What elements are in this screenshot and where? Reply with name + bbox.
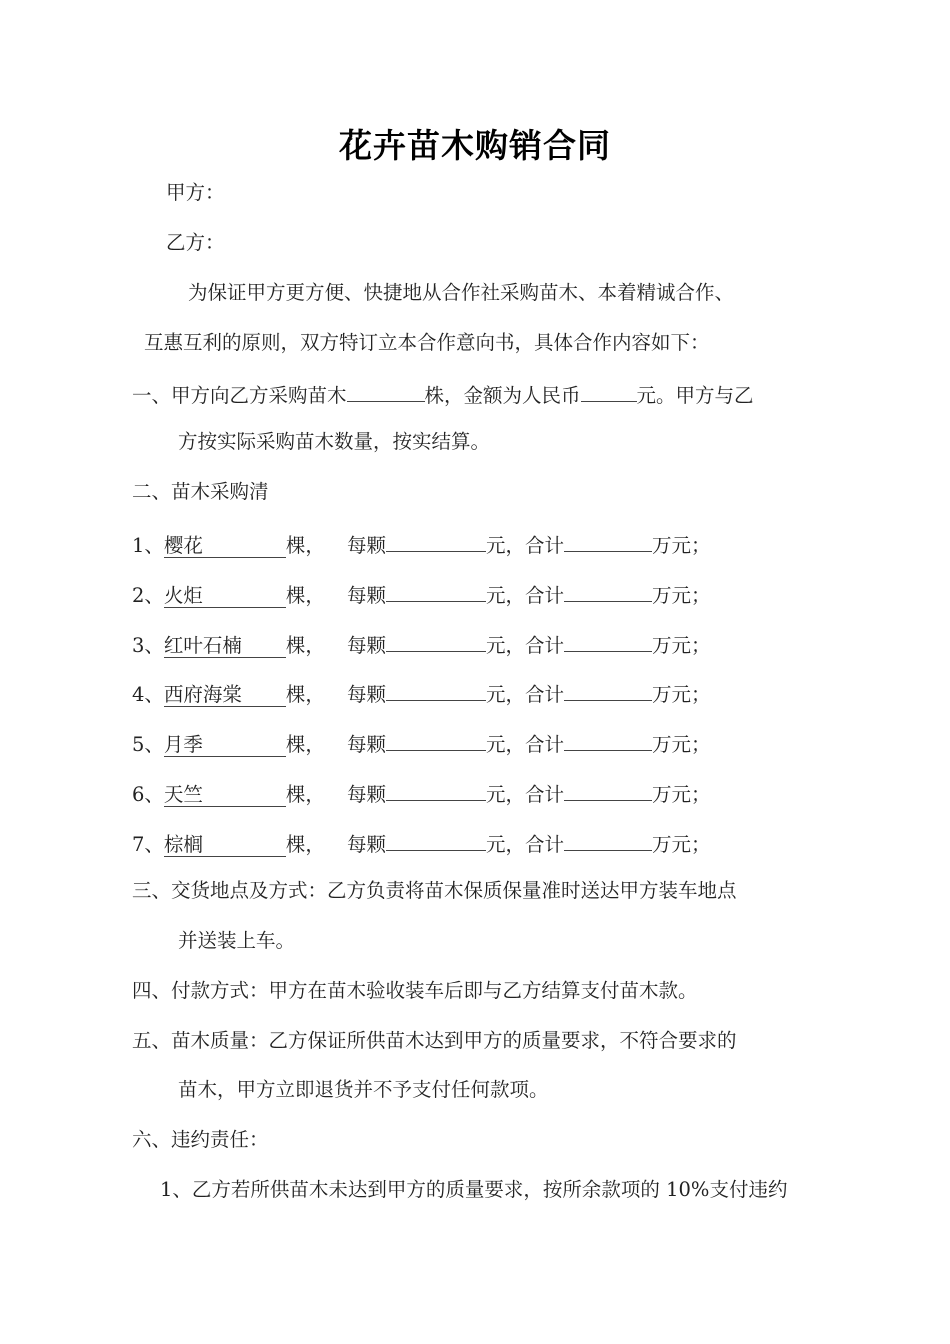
item-number: 1、	[132, 534, 164, 557]
unit-label: 棵，	[285, 683, 325, 707]
each-label: 每颗	[346, 633, 386, 657]
clause-1	[132, 379, 754, 409]
clause-1-part2: 株，金额为人民币	[424, 384, 581, 407]
item-number: 3、	[132, 633, 164, 657]
unit-price-blank[interactable]	[386, 828, 486, 851]
each-label: 每颗	[346, 534, 386, 557]
item-number: 2、	[132, 583, 164, 607]
clause-1-line-2: 方按实际采购苗木数量，按实结算。	[178, 430, 491, 453]
item-number: 4、	[132, 683, 164, 707]
unit-price-blank[interactable]	[386, 728, 486, 751]
wan-yuan-label: 万元；	[651, 583, 711, 607]
item-number: 6、	[132, 783, 164, 806]
clause-5-line-1: 五、苗木质量：乙方保证所供苗木达到甲方的质量要求，不符合要求的	[132, 1029, 737, 1052]
intro-line-1: 为保证甲方更方便、快捷地从合作社采购苗木、本着精诚合作、	[188, 281, 735, 304]
unit-label: 棵，	[285, 783, 325, 806]
unit-price-blank[interactable]	[386, 678, 486, 701]
item-name[interactable]: 火炬	[164, 585, 286, 608]
document-title: 花卉苗木购销合同	[339, 126, 611, 165]
item-row	[132, 579, 710, 609]
total-blank[interactable]	[564, 728, 652, 751]
item-row	[132, 778, 710, 808]
amount-blank[interactable]	[581, 379, 637, 402]
total-blank[interactable]	[564, 529, 652, 552]
total-blank[interactable]	[564, 678, 652, 701]
wan-yuan-label: 万元；	[651, 633, 711, 657]
yuan-total-label: 元，合计	[485, 583, 564, 607]
unit-label: 棵，	[285, 832, 325, 856]
unit-label: 棵，	[285, 633, 325, 657]
wan-yuan-label: 万元；	[651, 534, 711, 557]
party-a-label: 甲方：	[166, 181, 225, 204]
clause-3-line-1: 三、交货地点及方式：乙方负责将苗木保质保量准时送达甲方装车地点	[132, 879, 737, 902]
unit-price-blank[interactable]	[386, 579, 486, 602]
wan-yuan-label: 万元；	[651, 733, 711, 757]
each-label: 每颗	[346, 683, 386, 707]
item-name[interactable]: 棕榈	[164, 834, 286, 857]
unit-label: 棵，	[285, 534, 325, 557]
unit-price-blank[interactable]	[386, 778, 486, 801]
item-number: 5、	[132, 733, 164, 757]
yuan-total-label: 元，合计	[485, 783, 564, 806]
item-name[interactable]: 樱花	[164, 535, 286, 558]
clause-2-heading: 二、苗木采购清	[132, 480, 269, 503]
yuan-total-label: 元，合计	[485, 832, 564, 856]
item-name[interactable]: 天竺	[164, 784, 286, 807]
yuan-total-label: 元，合计	[485, 733, 564, 757]
total-blank[interactable]	[564, 828, 652, 851]
unit-label: 棵，	[285, 583, 325, 607]
each-label: 每颗	[346, 783, 386, 806]
item-name[interactable]: 红叶石楠	[164, 635, 286, 658]
quantity-blank[interactable]	[347, 379, 425, 402]
item-row	[132, 728, 710, 758]
total-blank[interactable]	[564, 579, 652, 602]
yuan-total-label: 元，合计	[485, 683, 564, 707]
wan-yuan-label: 万元；	[651, 683, 711, 707]
yuan-total-label: 元，合计	[485, 633, 564, 657]
unit-price-blank[interactable]	[386, 629, 486, 652]
total-blank[interactable]	[564, 629, 652, 652]
item-number: 7、	[132, 832, 164, 856]
wan-yuan-label: 万元；	[651, 832, 711, 856]
total-blank[interactable]	[564, 778, 652, 801]
item-row	[132, 629, 710, 659]
clause-6-heading: 六、违约责任：	[132, 1128, 269, 1151]
clause-1-part3: 元。甲方与乙	[636, 384, 754, 407]
item-row	[132, 828, 710, 858]
each-label: 每颗	[346, 733, 386, 757]
item-name[interactable]: 西府海棠	[164, 684, 286, 707]
clause-1-part1: 一、甲方向乙方采购苗木	[132, 384, 347, 407]
intro-line-2: 互惠互利的原则，双方特订立本合作意向书，具体合作内容如下：	[144, 331, 710, 354]
party-b-label: 乙方：	[166, 231, 225, 254]
clause-6-item-1: 1、乙方若所供苗木未达到甲方的质量要求，按所余款项的 10%支付违约	[160, 1178, 788, 1201]
yuan-total-label: 元，合计	[485, 534, 564, 557]
item-name[interactable]: 月季	[164, 734, 286, 757]
unit-price-blank[interactable]	[386, 529, 486, 552]
item-row	[132, 529, 710, 559]
item-row	[132, 678, 710, 708]
clause-3-line-2: 并送装上车。	[178, 929, 296, 952]
clause-4: 四、付款方式：甲方在苗木验收装车后即与乙方结算支付苗木款。	[132, 979, 698, 1002]
each-label: 每颗	[346, 832, 386, 856]
unit-label: 棵，	[285, 733, 325, 757]
clause-5-line-2: 苗木，甲方立即退货并不予支付任何款项。	[178, 1078, 549, 1101]
each-label: 每颗	[346, 583, 386, 607]
wan-yuan-label: 万元；	[651, 783, 711, 806]
